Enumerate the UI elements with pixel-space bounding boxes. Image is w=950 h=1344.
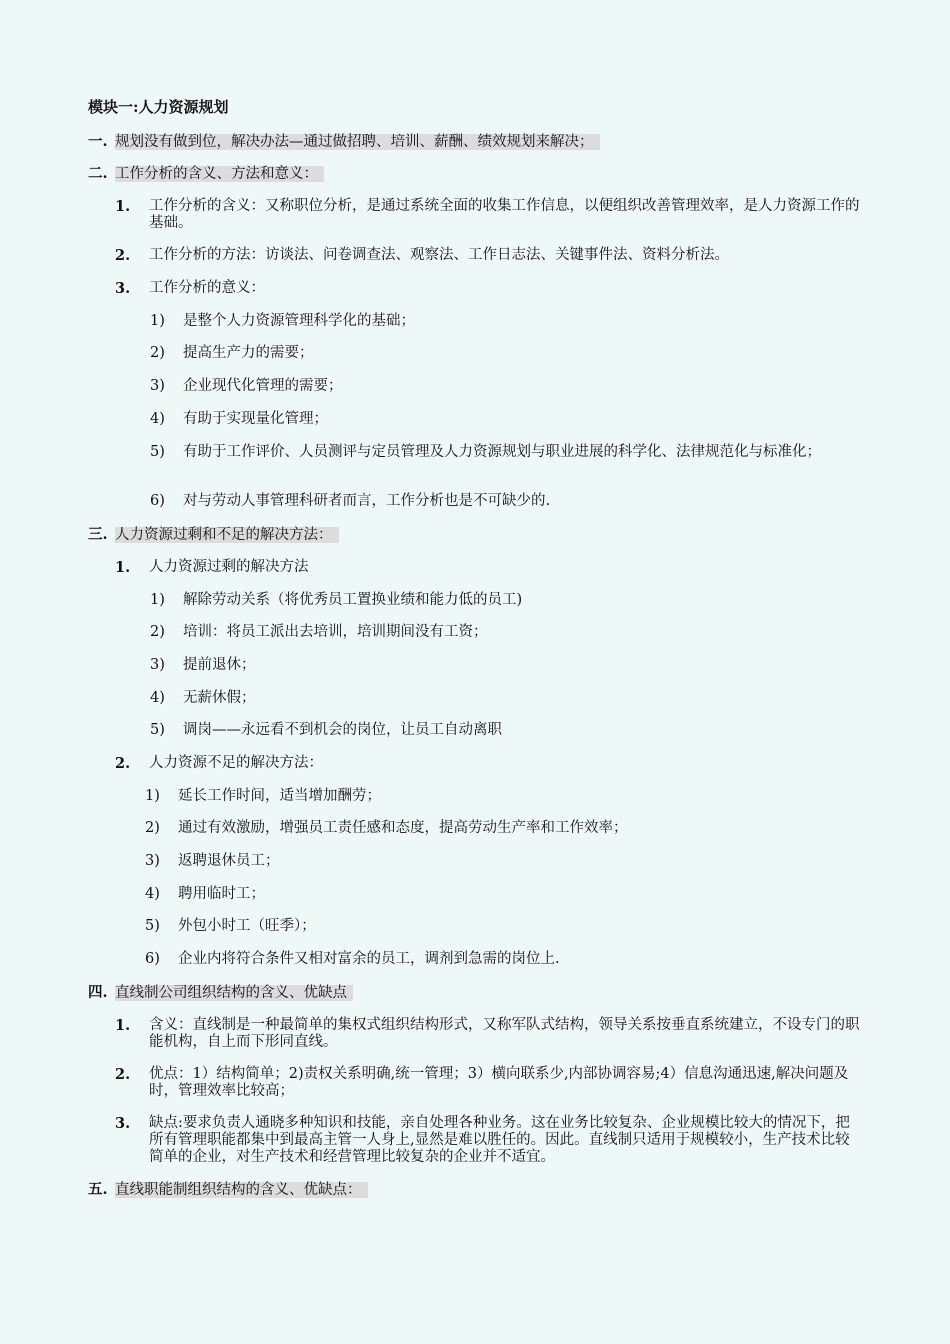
list-item — [115, 1017, 860, 1051]
sub-list-item — [145, 918, 865, 935]
sub-item-number: 5) — [150, 444, 165, 460]
sub-list-item — [150, 592, 870, 609]
sub-item-text: 通过有效激励，增强员工责任感和态度，提高劳动生产率和工作效率； — [178, 820, 628, 836]
sub-item-text: 延长工作时间，适当增加酬劳； — [178, 788, 381, 804]
sub-item-number: 4) — [145, 886, 160, 902]
sub-item-text: 无薪休假； — [183, 690, 256, 706]
sub-item-text: 提前退休； — [183, 657, 256, 673]
sub-list-item — [145, 820, 865, 837]
item-number: 1. — [115, 559, 131, 576]
section-1-heading — [88, 133, 950, 151]
section-number: 五. — [88, 1181, 108, 1198]
item-number: 2. — [115, 1066, 131, 1083]
item-number: 1. — [115, 1017, 131, 1034]
sub-item-number: 3) — [145, 853, 160, 869]
item-number: 2. — [115, 247, 131, 264]
section-2-heading — [88, 165, 950, 183]
sub-item-number: 4) — [150, 411, 165, 427]
item-text: 含义：直线制是一种最简单的集权式组织结构形式，又称军队式结构，领导关系按垂直系统建立，不设专门的职能机构，自上而下形同直线。 — [149, 1017, 860, 1050]
section-5-heading — [88, 1181, 950, 1199]
sub-list-item — [145, 788, 865, 805]
sub-item-number: 4) — [150, 690, 165, 706]
sub-list-item — [150, 722, 870, 739]
item-number: 2. — [115, 755, 131, 772]
list-item — [115, 559, 860, 576]
sub-list-item — [145, 853, 865, 870]
section-number: 一. — [88, 133, 108, 150]
list-item — [115, 280, 860, 297]
sub-item-text: 有助于实现量化管理； — [183, 411, 328, 427]
sub-item-text: 外包小时工（旺季）； — [178, 918, 316, 934]
sub-list-item — [150, 690, 870, 707]
section-4-heading — [88, 984, 950, 1002]
sub-list-item — [150, 444, 870, 461]
sub-item-text: 企业内将符合条件又相对富余的员工，调剂到急需的岗位上. — [178, 951, 560, 967]
section-text: 工作分析的含义、方法和意义： — [115, 166, 324, 182]
sub-list-item — [150, 411, 870, 428]
sub-list-item — [150, 657, 870, 674]
sub-list-item — [150, 493, 870, 510]
item-text: 优点：1）结构简单；2)责权关系明确,统一管理；3）横向联系少,内部协调容易;4）信息沟通迅速,解决问题及时，管理效率比较高； — [149, 1066, 849, 1099]
section-text: 直线制公司组织结构的含义、优缺点 — [115, 985, 353, 1001]
item-text: 工作分析的含义：又称职位分析，是通过系统全面的收集工作信息，以便组织改善管理效率，是人力资源工作的基础。 — [149, 198, 860, 231]
item-text: 工作分析的意义： — [149, 280, 265, 296]
sub-item-text: 解除劳动关系（将优秀员工置换业绩和能力低的员工) — [183, 592, 523, 608]
item-number: 3. — [115, 280, 131, 297]
sub-item-number: 5) — [145, 918, 160, 934]
item-number: 1. — [115, 198, 131, 215]
sub-list-item — [150, 345, 870, 362]
sub-item-text: 对与劳动人事管理科研者而言，工作分析也是不可缺少的. — [183, 493, 551, 509]
list-item — [115, 198, 860, 232]
item-text: 人力资源过剩的解决方法 — [149, 559, 309, 575]
sub-item-text: 有助于工作评价、人员测评与定员管理及人力资源规划与职业进展的科学化、法律规范化与标准化； — [183, 444, 821, 460]
sub-item-number: 2) — [145, 820, 160, 836]
sub-item-number: 1) — [145, 788, 160, 804]
section-text: 直线职能制组织结构的含义、优缺点： — [115, 1182, 368, 1198]
sub-item-number: 3) — [150, 378, 165, 394]
list-item — [115, 1115, 860, 1166]
section-text: 人力资源过剩和不足的解决方法： — [115, 527, 339, 543]
sub-list-item — [150, 378, 870, 395]
section-number: 四. — [88, 984, 108, 1001]
sub-list-item — [145, 886, 865, 903]
sub-item-number: 3) — [150, 657, 165, 673]
sub-item-text: 返聘退休员工； — [178, 853, 280, 869]
sub-item-number: 2) — [150, 345, 165, 361]
sub-list-item — [150, 313, 870, 330]
sub-item-text: 企业现代化管理的需要； — [183, 378, 343, 394]
list-item — [115, 1066, 860, 1100]
sub-item-text: 提高生产力的需要； — [183, 345, 314, 361]
sub-item-text: 是整个人力资源管理科学化的基础； — [183, 313, 415, 329]
section-3-heading — [88, 526, 950, 544]
sub-item-text: 聘用临时工； — [178, 886, 265, 902]
list-item — [115, 755, 860, 772]
section-text: 规划没有做到位，解决办法—通过做招聘、培训、薪酬、绩效规划来解决； — [115, 134, 600, 150]
section-number: 三. — [88, 526, 108, 543]
sub-item-text: 调岗——永远看不到机会的岗位，让员工自动离职 — [183, 722, 502, 738]
item-text: 人力资源不足的解决方法： — [149, 755, 323, 771]
sub-list-item — [150, 624, 870, 641]
section-number: 二. — [88, 165, 108, 182]
sub-item-number: 2) — [150, 624, 165, 640]
sub-item-number: 5) — [150, 722, 165, 738]
sub-item-number: 1) — [150, 592, 165, 608]
sub-item-number: 6) — [150, 493, 165, 509]
item-number: 3. — [115, 1115, 131, 1132]
sub-item-text: 培训：将员工派出去培训，培训期间没有工资； — [183, 624, 488, 640]
item-text: 工作分析的方法：访谈法、问卷调查法、观察法、工作日志法、关键事件法、资料分析法。 — [149, 247, 729, 263]
sub-list-item — [145, 951, 865, 968]
sub-item-number: 6) — [145, 951, 160, 967]
sub-item-number: 1) — [150, 313, 165, 329]
list-item — [115, 247, 860, 264]
page-title: 模块一:人力资源规划 — [88, 98, 229, 116]
item-text: 缺点:要求负责人通晓多种知识和技能，亲自处理各种业务。这在业务比较复杂、企业规模比较大的情况下，把所有管理职能都集中到最高主管一人身上,显然是难以胜任的。因此。直线制只适用于规模较小，生产技术比较简单的企业，对生产技术和经营管理比较复杂的企业并不适宜。 — [149, 1115, 850, 1165]
